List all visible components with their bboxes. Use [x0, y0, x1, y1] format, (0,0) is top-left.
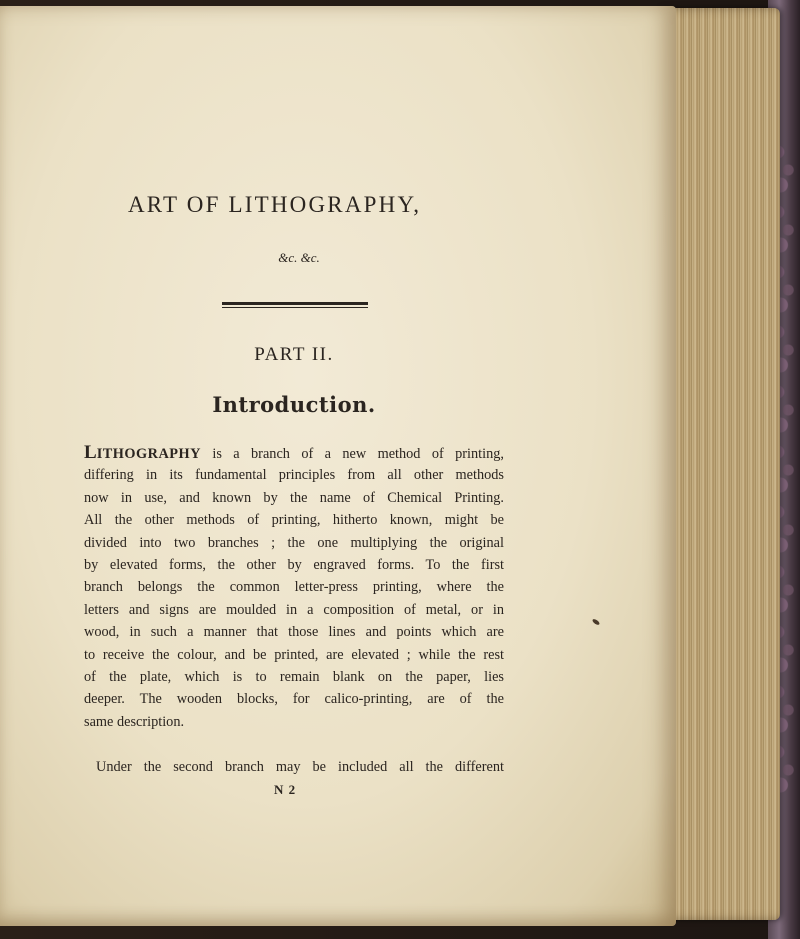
book-page — [0, 6, 676, 926]
paragraph-line: differing in its fundamental principles from all other methods — [84, 467, 504, 484]
paragraph-line: branch belongs the common letter-press printing, where the — [84, 579, 504, 596]
drop-cap: L — [84, 442, 97, 463]
paragraph-line: divided into two branches ; the one multiplying the original — [84, 534, 504, 551]
paper-blemish — [592, 618, 601, 626]
page-fore-edge — [660, 8, 780, 920]
paragraph-line: by elevated forms, the other by engraved forms. To the first — [84, 556, 504, 573]
section-heading: Introduction. — [212, 392, 376, 417]
first-line-text: is a branch of a new method of printing, — [200, 446, 504, 462]
small-caps-word: ITHOGRAPHY — [96, 446, 201, 462]
paragraph-line: now in use, and known by the name of Chemical Printing. — [84, 489, 504, 506]
signature-mark: N 2 — [274, 782, 297, 797]
paragraph-line: Under the second branch may be included all the different — [96, 759, 504, 775]
paragraph-line — [84, 442, 504, 464]
paragraph-introduction — [84, 442, 504, 733]
paragraph-line: All the other methods of printing, hitherto known, might be — [84, 512, 504, 529]
double-rule-divider — [222, 302, 368, 308]
paragraph-line: letters and signs are moulded in a composition of metal, or in — [84, 601, 504, 618]
et-cetera-line: &c. &c. — [278, 250, 320, 265]
paragraph-line: of the plate, which is to remain blank on the paper, lies — [84, 668, 504, 685]
paragraph-second — [96, 756, 504, 778]
part-heading: PART II. — [254, 344, 334, 365]
paragraph-line: wood, in such a manner that those lines and points which are — [84, 624, 504, 641]
page-title: ART OF LITHOGRAPHY, — [128, 192, 422, 217]
paragraph-line: same description. — [84, 713, 185, 730]
paragraph-line: deeper. The wooden blocks, for calico-printing, are of the — [84, 691, 504, 708]
paragraph-line: to receive the colour, and be printed, are elevated ; while the rest — [84, 646, 504, 663]
